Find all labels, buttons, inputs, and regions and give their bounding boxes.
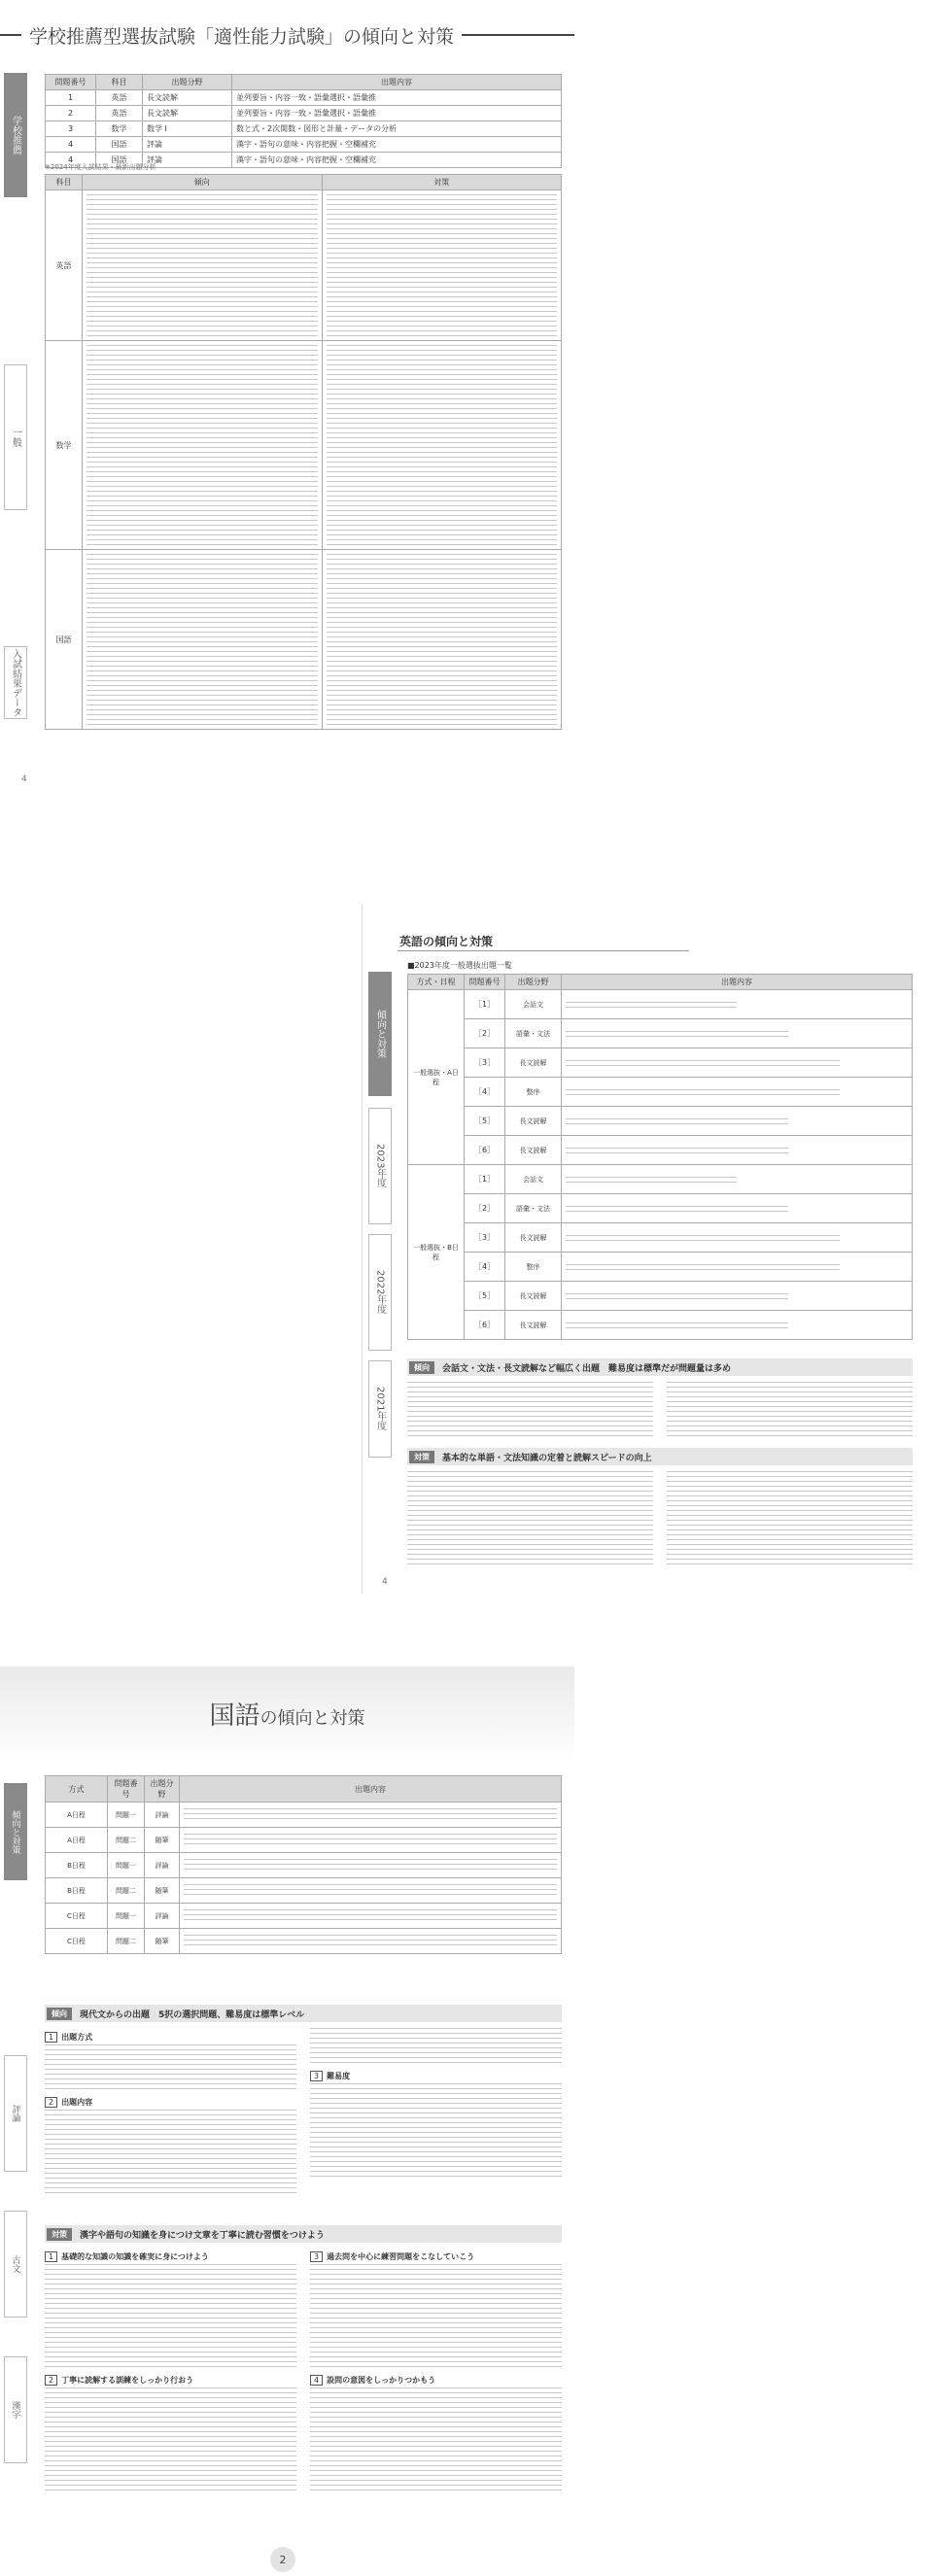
table-row (46, 341, 562, 550)
table-row (46, 190, 562, 341)
table-row (408, 1311, 913, 1340)
cell: 評論 (145, 1904, 180, 1929)
trend-columns (45, 2028, 562, 2213)
th-subject: 科目 (46, 175, 83, 190)
table-row (408, 1078, 913, 1107)
cell: 数学 (96, 121, 143, 137)
cell: 評論 (143, 153, 232, 168)
cell: 問題二 (108, 1878, 145, 1904)
text-column (407, 1382, 653, 1440)
cell: ［2］ (465, 1194, 505, 1223)
text-block (566, 1206, 788, 1212)
cell: ［3］ (465, 1223, 505, 1253)
text-block (327, 554, 558, 725)
cell: 長文読解 (505, 1282, 562, 1311)
text-block (566, 1031, 788, 1037)
text-block (566, 1060, 840, 1066)
cell: 随筆 (145, 1878, 180, 1904)
cell: A日程 (46, 1828, 108, 1853)
cell: 長文読解 (143, 106, 232, 121)
section-tag: 傾向 (409, 1361, 434, 1374)
cell (562, 1019, 913, 1048)
side-tabs (0, 73, 31, 719)
side-tab-2021[interactable]: 2021年度 (368, 1360, 392, 1458)
side-tab-kanji[interactable]: 漢字 (4, 2356, 27, 2463)
text-block (566, 1322, 788, 1328)
text-block (184, 1909, 557, 1923)
th-method: 方式・日程 (408, 975, 465, 990)
section-bar-trend (407, 1358, 913, 1376)
table-note: ※2024年度入試結果・最新出題分析 (45, 163, 156, 171)
table-row (408, 1165, 913, 1194)
text-block (45, 2387, 296, 2494)
item-heading (310, 2071, 562, 2081)
item-number: 2 (45, 2097, 57, 2108)
item-heading (45, 2032, 296, 2043)
text-column (310, 2028, 562, 2213)
section-tag: 対策 (47, 2228, 72, 2241)
table-row (46, 1853, 562, 1878)
cell: 数と式・2次関数・図形と計量・データの分析 (232, 121, 562, 137)
cell: 随筆 (145, 1929, 180, 1954)
item-title: 基礎的な知識の知識を確実に身につけよう (61, 2252, 209, 2261)
item-heading (45, 2097, 296, 2108)
cell: ［5］ (465, 1107, 505, 1136)
text-column (667, 1471, 913, 1568)
page-title (0, 1696, 574, 1732)
page-number: 4 (382, 1577, 388, 1587)
cell: 整序 (505, 1253, 562, 1282)
th-content: 出題内容 (562, 975, 913, 990)
trend-strategy-table (45, 174, 562, 730)
cell: 長文読解 (505, 1048, 562, 1078)
table-row (46, 1828, 562, 1853)
item-heading (310, 2375, 562, 2386)
item-title: 設問の意図をしっかりつかもう (327, 2376, 436, 2385)
th-content: 出題内容 (232, 75, 562, 90)
cell: 評論 (145, 1853, 180, 1878)
cell: ［1］ (465, 990, 505, 1019)
cell (562, 990, 913, 1019)
table-row (46, 1929, 562, 1954)
cell: 2 (46, 106, 96, 121)
page-number: 2 (270, 2547, 295, 2572)
cell: 語彙・文法 (505, 1019, 562, 1048)
side-tab-essay[interactable]: 評論 (4, 2055, 27, 2172)
cell: ［6］ (465, 1136, 505, 1165)
cell (180, 1904, 562, 1929)
text-block (184, 1859, 557, 1872)
cell: 4 (46, 153, 96, 168)
th-content: 出題内容 (180, 1776, 562, 1803)
table-row (46, 137, 562, 153)
text-block (327, 345, 558, 545)
text-block (310, 2028, 562, 2067)
item-heading (45, 2251, 296, 2262)
text-block (86, 194, 318, 336)
cell: 会話文 (505, 990, 562, 1019)
table-row (46, 106, 562, 121)
table-row (46, 1803, 562, 1828)
cell: 長文読解 (143, 90, 232, 106)
text-block (566, 1264, 840, 1270)
cell (562, 1107, 913, 1136)
section-tag: 傾向 (47, 2008, 72, 2020)
english-exam-table (407, 974, 913, 1340)
page-title: 学校推薦型選抜試験「適性能力試験」の傾向と対策 (29, 25, 455, 48)
text-block (566, 1293, 788, 1299)
cell: ［2］ (465, 1019, 505, 1048)
cell: 問題二 (108, 1929, 145, 1954)
cell (562, 1282, 913, 1311)
strategy-columns (45, 2248, 562, 2529)
text-block (566, 1235, 840, 1241)
text-block (310, 2083, 562, 2181)
side-tab-classics[interactable]: 古文 (4, 2211, 27, 2318)
cell: 問題一 (108, 1803, 145, 1828)
group-label: 一般選抜・A日程 (408, 990, 465, 1165)
cell: 英語 (96, 106, 143, 121)
cell: 国語 (96, 153, 143, 168)
cell (180, 1929, 562, 1954)
text-block (327, 194, 558, 336)
page-japanese (0, 1666, 574, 2576)
cell: 評論 (145, 1803, 180, 1828)
trend-text (83, 550, 323, 730)
trend-text (83, 341, 323, 550)
th-question-no: 問題番号 (108, 1776, 145, 1803)
section-title: 現代文からの出題 5択の選択問題、難易度は標準レベル (80, 2009, 305, 2020)
title-rule-left (0, 34, 21, 36)
subject-cell: 数学 (46, 341, 83, 550)
item-number: 4 (310, 2375, 323, 2386)
side-tab-general[interactable]: 一般 (4, 364, 27, 510)
cell: ［4］ (465, 1078, 505, 1107)
cell: 1 (46, 90, 96, 106)
group-label: 一般選抜・B日程 (408, 1165, 465, 1340)
item-title: 難易度 (327, 2072, 351, 2080)
cell (180, 1828, 562, 1853)
item-title: 出題内容 (61, 2098, 93, 2107)
th-method: 方式 (46, 1776, 108, 1803)
cell: 並列要旨・内容一致・語彙選択・語彙推 (232, 106, 562, 121)
item-number: 3 (310, 2071, 323, 2081)
cell: 長文読解 (505, 1136, 562, 1165)
table-row (408, 1223, 913, 1253)
table-row (408, 990, 913, 1019)
table-row (46, 1904, 562, 1929)
cell: 長文読解 (505, 1311, 562, 1340)
header-rule (398, 950, 689, 951)
cell: 問題一 (108, 1904, 145, 1929)
trend-text (83, 190, 323, 341)
strategy-text (322, 550, 562, 730)
exam-overview-table (45, 74, 562, 168)
cell: 評論 (143, 137, 232, 153)
cell (562, 1311, 913, 1340)
subject-cell: 国語 (46, 550, 83, 730)
cell: ［6］ (465, 1311, 505, 1340)
text-block (566, 1002, 737, 1008)
text-block (310, 2387, 562, 2494)
side-tab-results[interactable]: 入試結果データ (4, 646, 27, 719)
cell: 3 (46, 121, 96, 137)
cell (180, 1803, 562, 1828)
table-row (408, 1282, 913, 1311)
item-heading (310, 2251, 562, 2262)
title-row (0, 14, 574, 56)
text-block (45, 2110, 296, 2197)
title-rule-right (462, 34, 574, 36)
text-block (45, 2044, 296, 2093)
th-field: 出題分野 (505, 975, 562, 990)
table-row (408, 1107, 913, 1136)
item-title: 過去問を中心に練習問題をこなしていこう (327, 2252, 475, 2261)
side-tab-2023[interactable]: 2023年度 (368, 1108, 392, 1224)
item-number: 3 (310, 2251, 323, 2262)
cell (562, 1253, 913, 1282)
side-tabs (363, 972, 396, 1458)
cell (562, 1136, 913, 1165)
section-title: 漢字や語句の知識を身につけ文章を丁寧に読む習慣をつけよう (80, 2230, 325, 2241)
table-caption: ■2023年度一般選抜出題一覧 (407, 961, 512, 970)
side-tab-2022[interactable]: 2022年度 (368, 1234, 392, 1351)
th-question-no: 問題番号 (465, 975, 505, 990)
table-row (46, 90, 562, 106)
text-block (86, 345, 318, 545)
text-column (310, 2248, 562, 2529)
item-title: 出題方式 (61, 2033, 93, 2042)
th-subject: 科目 (96, 75, 143, 90)
text-column (667, 1382, 913, 1440)
cell (180, 1878, 562, 1904)
page-english (362, 904, 928, 1594)
cell: 英語 (96, 90, 143, 106)
cell (562, 1194, 913, 1223)
text-column (45, 2028, 296, 2213)
table-row (46, 1878, 562, 1904)
table-row (46, 121, 562, 137)
th-trend: 傾向 (83, 175, 323, 190)
table-row (408, 1253, 913, 1282)
cell: 漢字・語句の意味・内容把握・空欄補充 (232, 137, 562, 153)
text-block (184, 1935, 557, 1948)
title-main: 国語 (209, 1701, 260, 1731)
page-number: 4 (21, 774, 27, 784)
cell: ［5］ (465, 1282, 505, 1311)
text-block (566, 1118, 788, 1124)
cell (562, 1048, 913, 1078)
text-block (86, 554, 318, 725)
th-question-no: 問題番号 (46, 75, 96, 90)
cell: C日程 (46, 1904, 108, 1929)
text-block (310, 2264, 562, 2371)
text-block (184, 1834, 557, 1847)
cell: B日程 (46, 1853, 108, 1878)
cell: 問題二 (108, 1828, 145, 1853)
table-row (46, 550, 562, 730)
cell: ［1］ (465, 1165, 505, 1194)
cell (180, 1853, 562, 1878)
side-tab-recommend[interactable]: 学校推薦 (4, 73, 27, 197)
side-tabs (0, 1783, 31, 2483)
cell: 整序 (505, 1078, 562, 1107)
cell: 会話文 (505, 1165, 562, 1194)
cell (562, 1223, 913, 1253)
item-number: 1 (45, 2251, 57, 2262)
item-number: 2 (45, 2375, 57, 2386)
table-row (408, 1019, 913, 1048)
th-strategy: 対策 (322, 175, 562, 190)
strategy-text (322, 341, 562, 550)
text-block (566, 1089, 840, 1095)
section-bar-trend (45, 2005, 562, 2022)
cell: ［3］ (465, 1048, 505, 1078)
cell: ［4］ (465, 1253, 505, 1282)
title-suffix: の傾向と対策 (259, 1708, 365, 1729)
section-bar-strategy (45, 2225, 562, 2243)
section-bar-strategy (407, 1448, 913, 1465)
cell: B日程 (46, 1878, 108, 1904)
subject-cell: 英語 (46, 190, 83, 341)
cell: A日程 (46, 1803, 108, 1828)
table-row (408, 1136, 913, 1165)
cell: 数学 I (143, 121, 232, 137)
japanese-exam-table (45, 1775, 562, 1954)
item-title: 丁寧に読解する訓練をしっかり行おう (61, 2376, 194, 2385)
cell: 随筆 (145, 1828, 180, 1853)
cell (562, 1165, 913, 1194)
strategy-text (322, 190, 562, 341)
text-block (566, 1148, 788, 1153)
item-heading (45, 2375, 296, 2386)
side-tab-trend[interactable]: 傾向と対策 (4, 1783, 27, 1880)
section-title: 会話文・文法・長文読解など幅広く出題 難易度は標準だが問題量は多め (442, 1363, 732, 1374)
trend-text-columns (407, 1382, 913, 1440)
section-tag: 対策 (409, 1451, 434, 1463)
cell: 並列要旨・内容一致・語彙選択・語彙推 (232, 90, 562, 106)
cell (562, 1078, 913, 1107)
text-column (407, 1471, 653, 1568)
cell: 4 (46, 137, 96, 153)
cell: 語彙・文法 (505, 1194, 562, 1223)
text-block (184, 1884, 557, 1898)
side-tab-trend[interactable]: 傾向と対策 (368, 972, 392, 1096)
cell: 国語 (96, 137, 143, 153)
strategy-text-columns (407, 1471, 913, 1568)
text-block (184, 1808, 557, 1822)
th-field: 出題分野 (143, 75, 232, 90)
page-school-recommendation (0, 0, 574, 797)
table-row (408, 1194, 913, 1223)
cell: 長文読解 (505, 1107, 562, 1136)
cell: C日程 (46, 1929, 108, 1954)
th-field: 出題分野 (145, 1776, 180, 1803)
section-title: 基本的な単語・文法知識の定着と読解スピードの向上 (442, 1453, 652, 1463)
text-block (566, 1177, 737, 1183)
text-block (45, 2264, 296, 2371)
item-number: 1 (45, 2032, 57, 2043)
cell: 問題一 (108, 1853, 145, 1878)
text-column (45, 2248, 296, 2529)
table-row (408, 1048, 913, 1078)
cell: 漢字・語句の意味・内容把握・空欄補充 (232, 153, 562, 168)
cell: 長文読解 (505, 1223, 562, 1253)
page-header: 英語の傾向と対策 (399, 935, 494, 948)
